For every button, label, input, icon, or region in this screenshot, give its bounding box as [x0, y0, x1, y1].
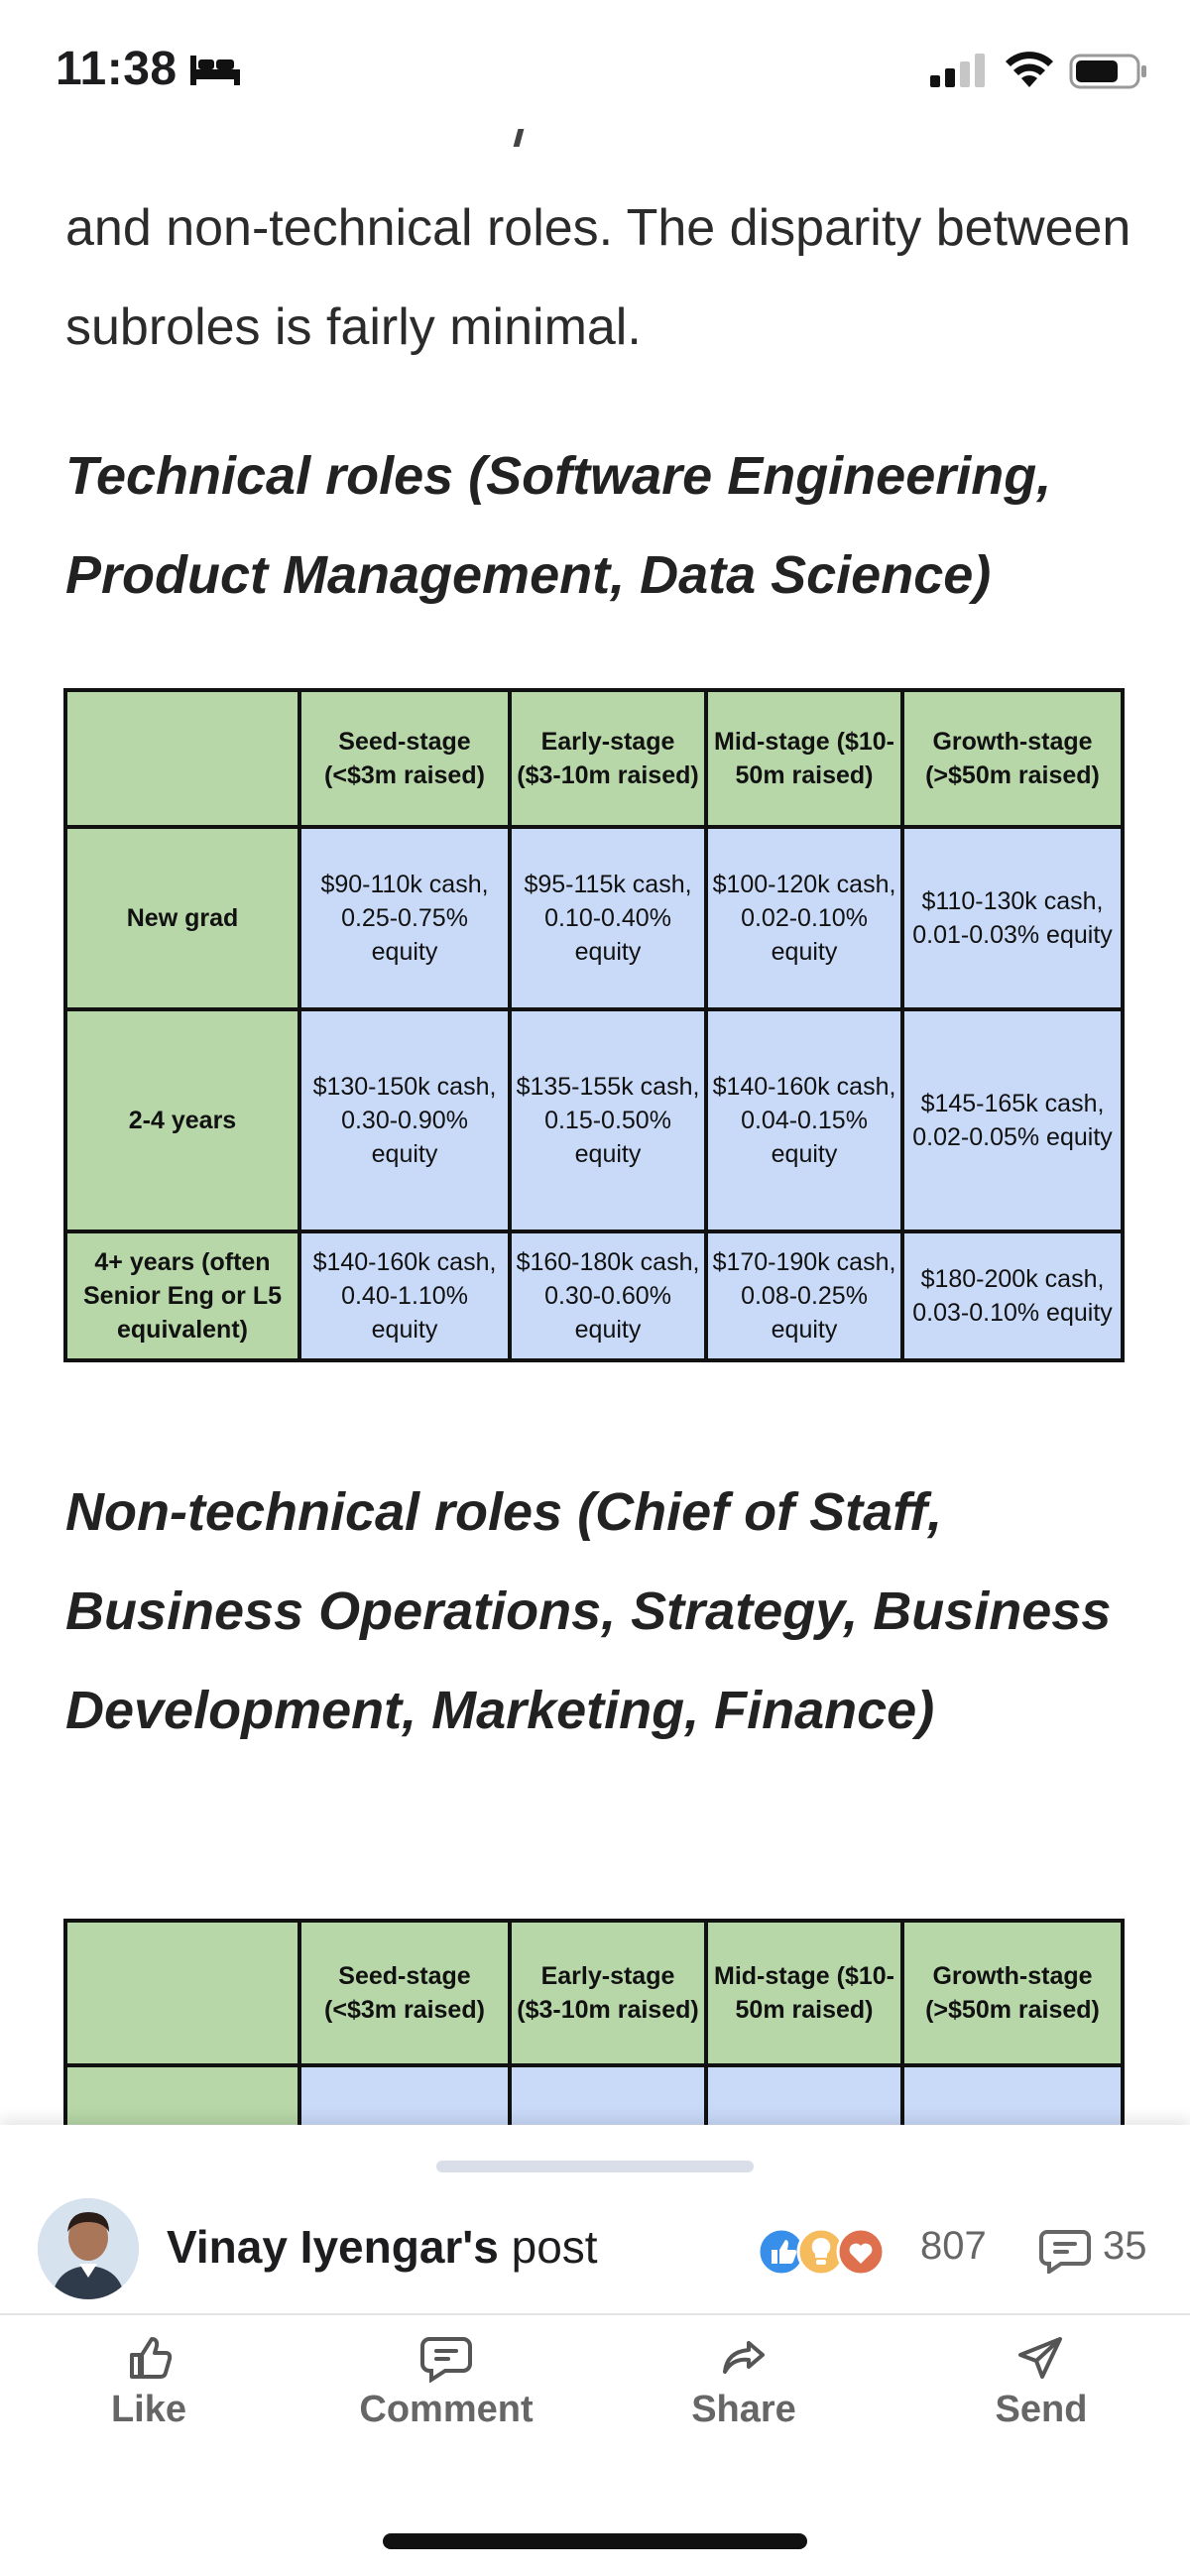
- post-action-panel: [0, 2125, 1190, 2576]
- avatar-person-icon: [38, 2198, 139, 2299]
- send-label: Send: [995, 2389, 1088, 2430]
- header-early-stage: Early-stage ($3-10m raised): [510, 1921, 706, 2065]
- post-author[interactable]: [167, 2220, 598, 2274]
- table-cell: $135-155k cash, 0.15-0.50% equity: [510, 1009, 706, 1231]
- share-arrow-icon: [717, 2333, 771, 2383]
- like-button[interactable]: [30, 2333, 268, 2462]
- table-cell: [65, 2065, 299, 2125]
- header-growth-stage: Growth-stage (>$50m raised): [902, 1921, 1123, 2065]
- table-cell: [706, 2065, 902, 2125]
- table-corner-cell: [65, 690, 299, 827]
- table-cell: $140-160k cash, 0.40-1.10% equity: [299, 1231, 510, 1360]
- table-row: [65, 2065, 1123, 2125]
- reaction-icons[interactable]: [756, 2226, 914, 2278]
- love-reaction-icon: [838, 2229, 884, 2275]
- send-paper-plane-icon: [1014, 2333, 1068, 2383]
- cellular-signal-icon: [930, 54, 990, 87]
- header-mid-stage: Mid-stage ($10-50m raised): [706, 690, 902, 827]
- article-paragraph: and non-technical roles. The disparity between subroles is fairly minimal.: [65, 199, 1131, 356]
- avatar[interactable]: [38, 2198, 139, 2299]
- table-header-row: [65, 1921, 1123, 2065]
- table-cell: $90-110k cash, 0.25-0.75% equity: [299, 827, 510, 1009]
- table-cell: [299, 2065, 510, 2125]
- table-cell: $95-115k cash, 0.10-0.40% equity: [510, 827, 706, 1009]
- bed-icon: [188, 52, 242, 87]
- like-label: Like: [110, 2389, 187, 2430]
- header-early-stage: Early-stage ($3-10m raised): [510, 690, 706, 827]
- comment-icon: [419, 2333, 473, 2383]
- status-bar: [0, 0, 1190, 139]
- header-seed-stage: Seed-stage (<$3m raised): [299, 690, 510, 827]
- wifi-icon: [1004, 50, 1055, 89]
- table-cell: $130-150k cash, 0.30-0.90% equity: [299, 1009, 510, 1231]
- status-time: 11:38: [56, 43, 178, 95]
- header-seed-stage: Seed-stage (<$3m raised): [299, 1921, 510, 2065]
- comment-label: Comment: [359, 2389, 534, 2430]
- non-technical-table-viewport: [0, 1919, 1190, 2125]
- drag-handle[interactable]: [436, 2161, 754, 2172]
- header-mid-stage: Mid-stage ($10-50m raised): [706, 1921, 902, 2065]
- row-label-2-4-years: 2-4 years: [65, 1009, 299, 1231]
- battery-icon: [1069, 54, 1148, 89]
- table-cell: $145-165k cash, 0.02-0.05% equity: [902, 1009, 1123, 1231]
- table-corner-cell: [65, 1921, 299, 2065]
- share-label: Share: [691, 2389, 796, 2430]
- table-cell: [902, 2065, 1123, 2125]
- table-header-row: [65, 690, 1123, 827]
- technical-roles-table: [63, 688, 1125, 1362]
- table-cell: $110-130k cash, 0.01-0.03% equity: [902, 827, 1123, 1009]
- home-indicator[interactable]: [383, 2533, 807, 2549]
- non-technical-roles-heading: Non-technical roles (Chief of Staff, Business Operations, Strategy, Business Development, Marketing, Finance): [65, 1482, 1112, 1740]
- row-label-4-plus-years: 4+ years (often Senior Eng or L5 equivalent): [65, 1231, 299, 1360]
- thumbs-up-icon: [124, 2333, 174, 2383]
- non-technical-roles-table: [63, 1919, 1125, 2125]
- comment-count[interactable]: 35: [1103, 2224, 1147, 2268]
- comment-button[interactable]: [327, 2333, 565, 2462]
- reaction-count[interactable]: 807: [920, 2224, 987, 2268]
- header-growth-stage: Growth-stage (>$50m raised): [902, 690, 1123, 827]
- send-button[interactable]: [922, 2333, 1160, 2462]
- technical-roles-heading: Technical roles (Software Engineering, Product Management, Data Science): [65, 446, 1052, 605]
- table-cell: $100-120k cash, 0.02-0.10% equity: [706, 827, 902, 1009]
- table-cell: $180-200k cash, 0.03-0.10% equity: [902, 1231, 1123, 1360]
- comment-bubble-icon[interactable]: [1039, 2228, 1091, 2274]
- table-cell: [510, 2065, 706, 2125]
- share-button[interactable]: [625, 2333, 863, 2462]
- table-cell: $140-160k cash, 0.04-0.15% equity: [706, 1009, 902, 1231]
- table-row: [65, 827, 1123, 1009]
- table-cell: $170-190k cash, 0.08-0.25% equity: [706, 1231, 902, 1360]
- post-author-name: Vinay Iyengar's: [167, 2221, 499, 2273]
- divider: [0, 2313, 1190, 2315]
- table-row: [65, 1009, 1123, 1231]
- table-cell: $160-180k cash, 0.30-0.60% equity: [510, 1231, 706, 1360]
- post-author-suffix: post: [498, 2221, 598, 2273]
- table-row: [65, 1231, 1123, 1360]
- row-label-new-grad: New grad: [65, 827, 299, 1009]
